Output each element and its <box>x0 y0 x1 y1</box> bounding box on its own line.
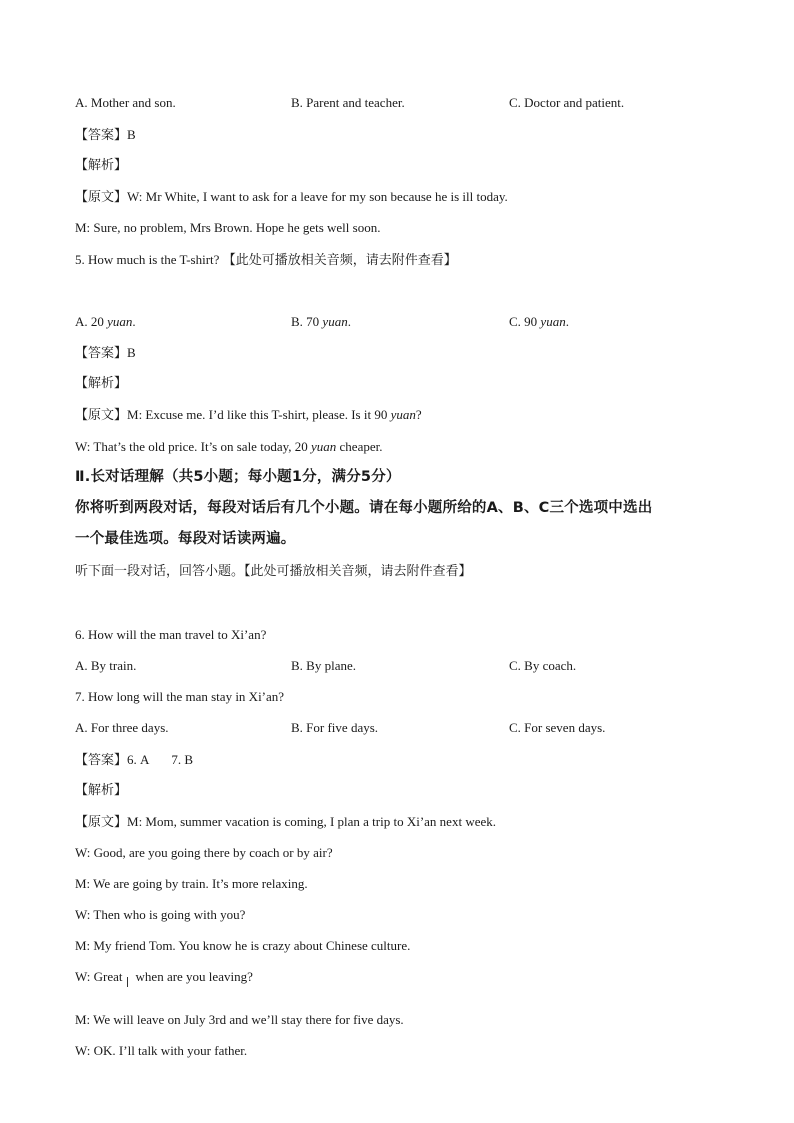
q67-transcript-8: W: OK. I’ll talk with your father. <box>75 1043 248 1058</box>
q4-transcript-1 <box>75 189 508 206</box>
transcript-text-rest: when are you leaving? <box>135 969 253 984</box>
q67-transcript-7: M: We will leave on July 3rd and we’ll stay there for five days. <box>75 1012 404 1027</box>
q4-option-c: C. Doctor and patient. <box>509 95 625 110</box>
q5-option-b-amount: B. 70 <box>291 314 320 329</box>
period: . <box>347 314 351 329</box>
currency: yuan <box>322 314 348 329</box>
currency: yuan <box>107 314 133 329</box>
q5-option-b <box>291 314 351 330</box>
period: . <box>565 314 569 329</box>
q67-transcript-2: W: Good, are you going there by coach or by air? <box>75 845 333 860</box>
q67-answer <box>75 752 193 769</box>
section-instruction-1: 你将听到两段对话，每段对话后有几个小题。请在每小题所给的A、B、C三个选项中选出 <box>75 500 653 516</box>
q5-option-c <box>509 314 569 330</box>
transcript-label: 【原文】 <box>75 190 128 205</box>
q4-analysis-label: 【解析】 <box>75 158 128 173</box>
q5-analysis-label: 【解析】 <box>75 376 128 391</box>
q4-answer <box>75 127 136 144</box>
q5-question <box>75 252 457 269</box>
q67-transcript-1 <box>75 814 496 831</box>
currency: yuan <box>311 439 337 454</box>
answer-value: B <box>127 345 136 360</box>
q7-question: 7. How long will the man stay in Xi’an? <box>75 689 285 704</box>
q67-transcript-3: M: We are going by train. It’s more relaxing. <box>75 876 308 891</box>
transcript-end: ? <box>415 407 422 422</box>
answer-7: 7. B <box>171 752 194 767</box>
question-text: 5. How much is the T-shirt? <box>75 252 220 267</box>
transcript-end: cheaper. <box>336 439 383 454</box>
q5-transcript-1 <box>75 407 422 424</box>
q7-option-c: C. For seven days. <box>509 720 606 735</box>
q5-option-a-amount: A. 20 <box>75 314 104 329</box>
transcript-text: M: Mom, summer vacation is coming, I plan a trip to Xi’an next week. <box>127 814 496 829</box>
answer-label: 【答案】 <box>75 753 128 768</box>
section-heading: Ⅱ.长对话理解（共5小题；每小题1分，满分5分） <box>75 469 401 485</box>
answer-label: 【答案】 <box>75 346 128 361</box>
q7-option-a: A. For three days. <box>75 720 169 735</box>
q6-option-a: A. By train. <box>75 658 137 673</box>
currency: yuan <box>540 314 566 329</box>
answer-value: B <box>127 127 136 142</box>
transcript-label: 【原文】 <box>75 408 128 423</box>
transcript-text: W: Mr White, I want to ask for a leave for my son because he is ill today. <box>127 189 508 204</box>
transcript-label: 【原文】 <box>75 815 128 830</box>
q7-option-b: B. For five days. <box>291 720 379 735</box>
transcript-text: M: Excuse me. I’d like this T-shirt, please. Is it 90 <box>127 407 391 422</box>
q67-transcript-4: W: Then who is going with you? <box>75 907 246 922</box>
stray-mark <box>127 977 132 987</box>
q4-option-b: B. Parent and teacher. <box>291 95 405 110</box>
transcript-text: W: That’s the old price. It’s on sale today, 20 <box>75 439 311 454</box>
q5-answer <box>75 345 136 362</box>
q5-option-c-amount: C. 90 <box>509 314 538 329</box>
q6-question: 6. How will the man travel to Xi’an? <box>75 627 267 642</box>
q6-option-b: B. By plane. <box>291 658 356 673</box>
transcript-text: W: Great <box>75 969 123 984</box>
currency: yuan <box>390 407 416 422</box>
answer-label: 【答案】 <box>75 128 128 143</box>
section-instruction-2: 一个最佳选项。每段对话读两遍。 <box>75 531 296 547</box>
q5-transcript-2 <box>75 439 382 455</box>
q67-analysis-label: 【解析】 <box>75 783 128 798</box>
answer-6: 6. A <box>127 752 150 767</box>
q67-transcript-5: M: My friend Tom. You know he is crazy about Chinese culture. <box>75 938 411 953</box>
q4-option-a: A. Mother and son. <box>75 95 176 110</box>
q67-transcript-6 <box>75 969 253 987</box>
q6-option-c: C. By coach. <box>509 658 577 673</box>
audio-note: 【此处可播放相关音频，请去附件查看】 <box>222 253 457 268</box>
q5-option-a <box>75 314 136 330</box>
period: . <box>132 314 136 329</box>
q4-transcript-2: M: Sure, no problem, Mrs Brown. Hope he gets well soon. <box>75 220 381 235</box>
listen-note: 听下面一段对话，回答小题。【此处可播放相关音频，请去附件查看】 <box>75 564 472 579</box>
